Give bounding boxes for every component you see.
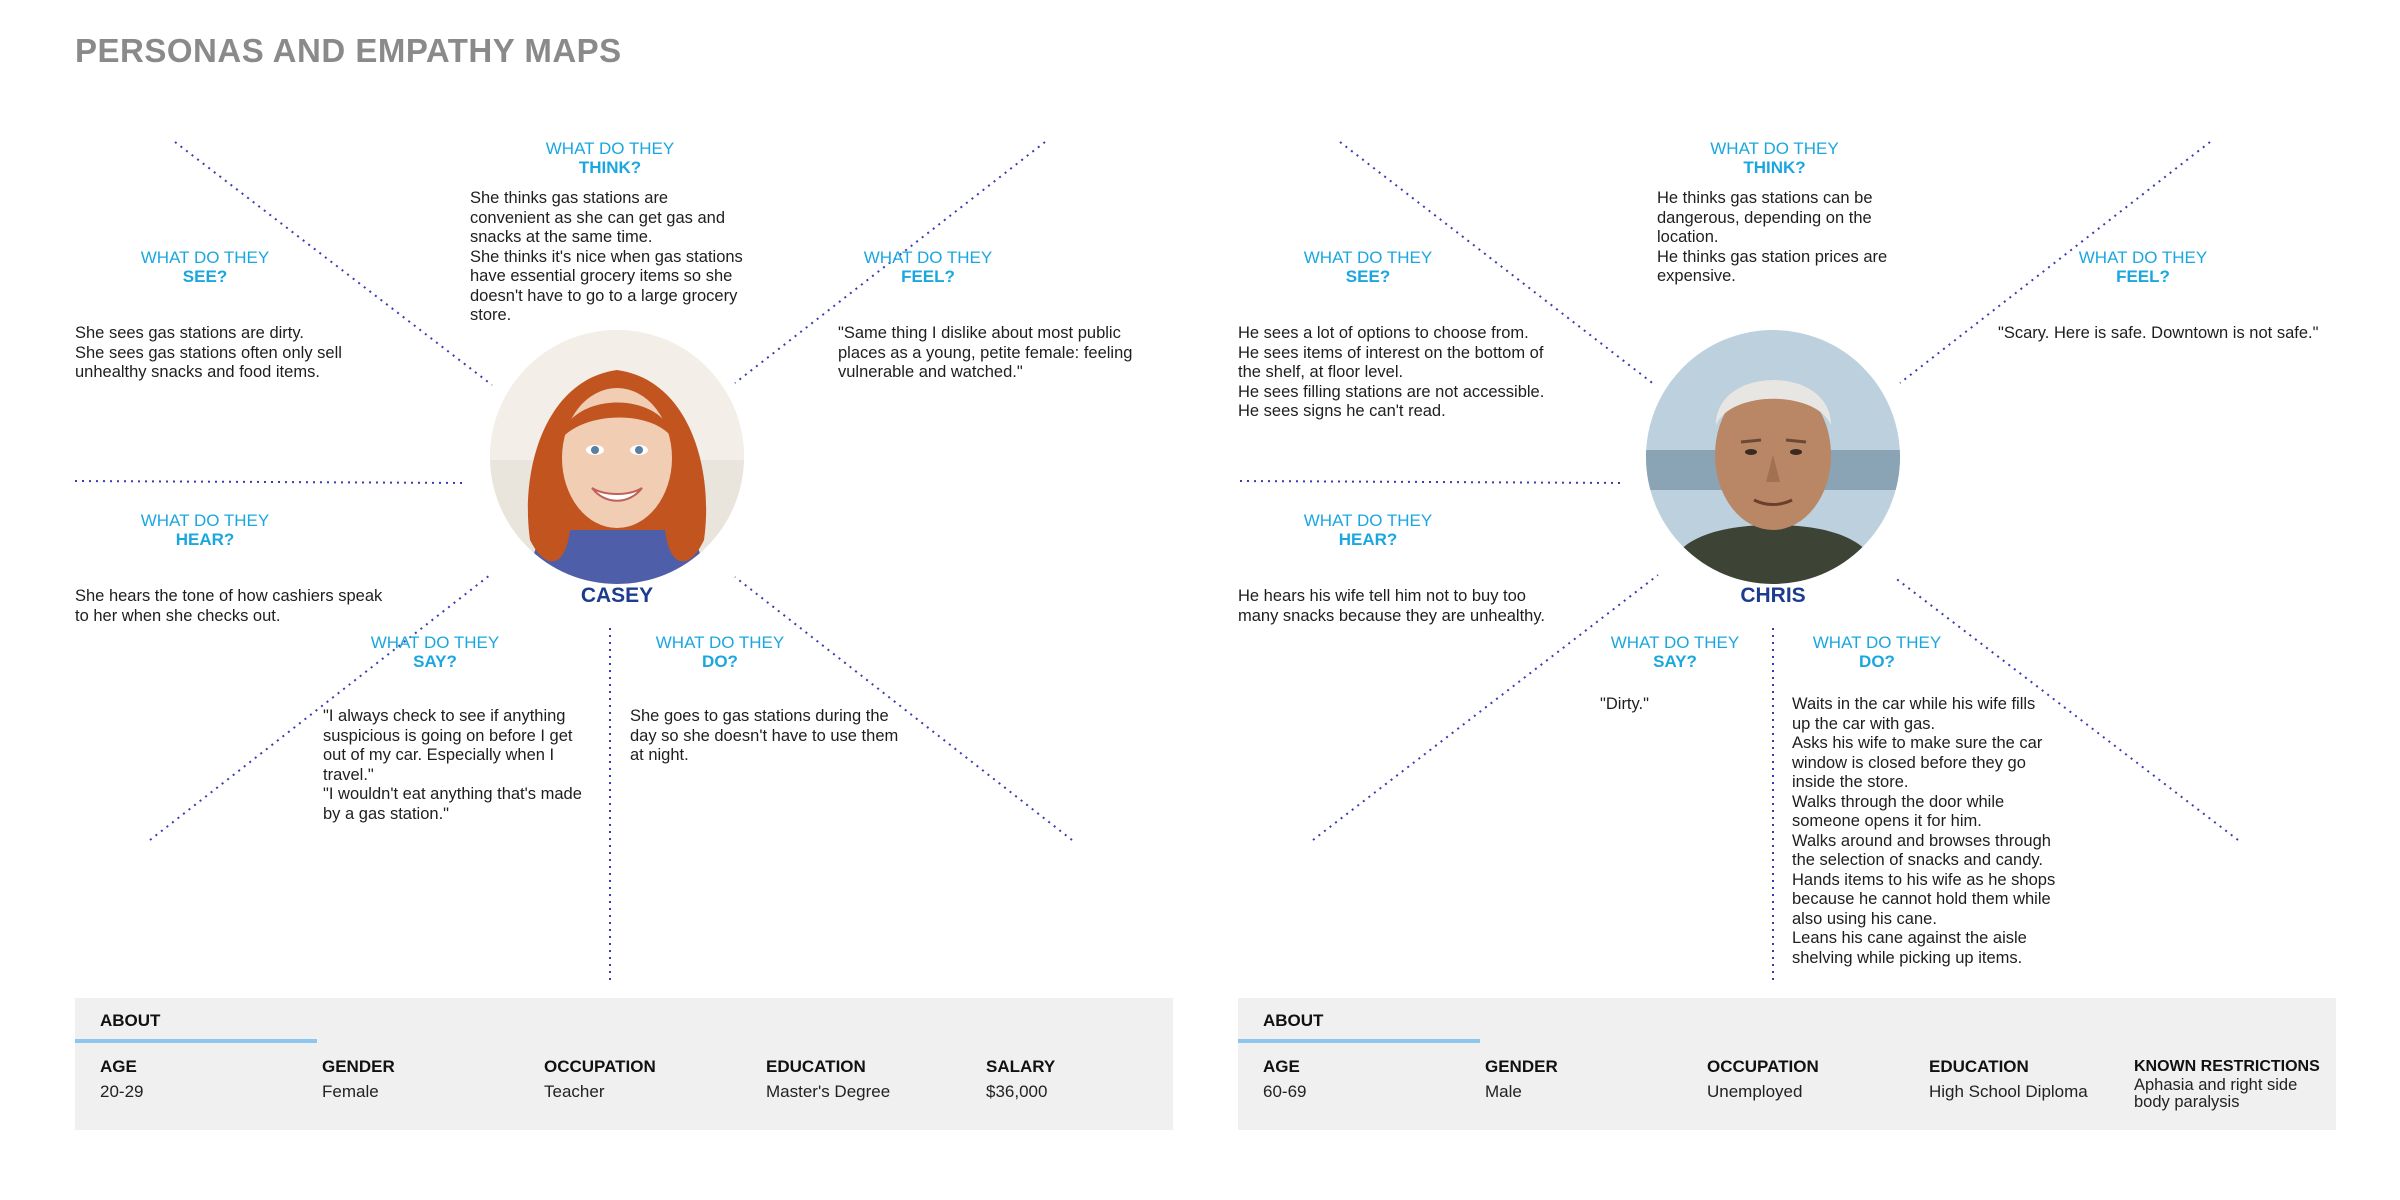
section-heading: WHAT DO THEY DO?	[655, 633, 785, 671]
about-field-gender: GENDER Female	[322, 1057, 395, 1101]
about-field-salary: SALARY $36,000	[986, 1057, 1056, 1101]
about-field-occupation: OCCUPATION Teacher	[544, 1057, 656, 1101]
section-text: "Same thing I dislike about most public places as a young, petite female: feeling vulnerable and watched."	[838, 324, 1133, 381]
about-field-education: EDUCATION High School Diploma	[1929, 1057, 2088, 1101]
about-field-restrictions: KNOWN RESTRICTIONS Aphasia and right side body paralysis	[2134, 1058, 2320, 1111]
about-field-gender: GENDER Male	[1485, 1057, 1558, 1101]
section-heading: WHAT DO THEY SEE?	[1303, 248, 1433, 286]
section-hear	[75, 511, 395, 626]
section-heading: WHAT DO THEY THINK?	[545, 139, 675, 177]
section-heading: WHAT DO THEY FEEL?	[2078, 248, 2208, 286]
section-think	[1657, 139, 1927, 287]
section-text: He hears his wife tell him not to buy too many snacks because they are unhealthy.	[1238, 587, 1545, 625]
section-text: "Scary. Here is safe. Downtown is not safe."	[1998, 324, 2319, 342]
about-heading: ABOUT	[100, 1011, 161, 1030]
section-see	[1238, 248, 1568, 422]
section-text: She sees gas stations are dirty. She sees gas stations often only sell unhealthy snacks and food items.	[75, 324, 342, 381]
section-do	[630, 633, 900, 766]
line-hear	[1240, 481, 1623, 483]
section-text: She goes to gas stations during the day so she doesn't have to use them at night.	[630, 707, 899, 764]
section-text: "I always check to see if anything suspicious is going on before I get out of my car. Especially when I travel." "I wouldn't eat anything that's made by a gas station."	[323, 707, 582, 823]
section-text: "Dirty."	[1600, 695, 1649, 713]
section-heading: WHAT DO THEY SAY?	[1610, 633, 1740, 671]
section-feel	[838, 248, 1158, 383]
line-hear	[75, 481, 466, 483]
section-heading: WHAT DO THEY SEE?	[140, 248, 270, 286]
section-text: She thinks gas stations are convenient as she can get gas and snacks at the same time. She thinks it's nice when gas stations have essential grocery items so she doesn't have to go to a large grocery store.	[470, 189, 743, 324]
section-heading: WHAT DO THEY SAY?	[370, 633, 500, 671]
about-field-age: AGE 20-29	[100, 1057, 144, 1101]
section-heading: WHAT DO THEY THINK?	[1710, 139, 1839, 177]
section-text: He sees a lot of options to choose from. He sees items of interest on the bottom of the shelf, at floor level. He sees filling stations are not accessible. He sees signs he can't read.	[1238, 324, 1545, 420]
section-text: Waits in the car while his wife fills up the car with gas. Asks his wife to make sure the car window is closed before they go inside the store. Walks through the door while someone opens it for him. Walks around and browses through the selection of snacks and candy. Hands items to his wife as he shops because he cannot hold them while also using his cane. Leans his cane against the aisle shelving while picking up items.	[1792, 695, 2056, 967]
about-panel-chris	[1238, 998, 2336, 1130]
avatar-photo	[1646, 330, 1900, 584]
page-title: PERSONAS AND EMPATHY MAPS	[75, 32, 622, 69]
section-say	[1600, 633, 1750, 715]
avatar	[490, 330, 744, 584]
section-say	[323, 633, 593, 824]
section-see	[75, 248, 345, 383]
about-underline	[75, 1039, 317, 1043]
section-heading: WHAT DO THEY HEAR?	[140, 511, 270, 549]
section-heading: WHAT DO THEY DO?	[1812, 633, 1942, 671]
section-think	[470, 139, 750, 326]
section-heading: WHAT DO THEY HEAR?	[1303, 511, 1433, 549]
section-heading: WHAT DO THEY FEEL?	[863, 248, 993, 286]
about-heading: ABOUT	[1263, 1011, 1324, 1030]
avatar-photo	[490, 330, 744, 584]
about-underline	[1238, 1039, 1480, 1043]
persona-name: CASEY	[580, 584, 654, 607]
about-panel-casey	[75, 998, 1173, 1130]
about-field-age: AGE 60-69	[1263, 1057, 1307, 1101]
about-field-education: EDUCATION Master's Degree	[766, 1057, 891, 1101]
about-field-occupation: OCCUPATION Unemployed	[1707, 1057, 1819, 1101]
persona-name: CHRIS	[1740, 584, 1806, 607]
section-hear	[1238, 511, 1568, 626]
avatar	[1646, 330, 1900, 584]
section-feel	[1998, 248, 2338, 344]
section-text: She hears the tone of how cashiers speak to her when she checks out.	[75, 587, 383, 625]
section-text: He thinks gas stations can be dangerous, depending on the location. He thinks gas station prices are expensive.	[1657, 189, 1888, 285]
section-do	[1792, 633, 2057, 968]
